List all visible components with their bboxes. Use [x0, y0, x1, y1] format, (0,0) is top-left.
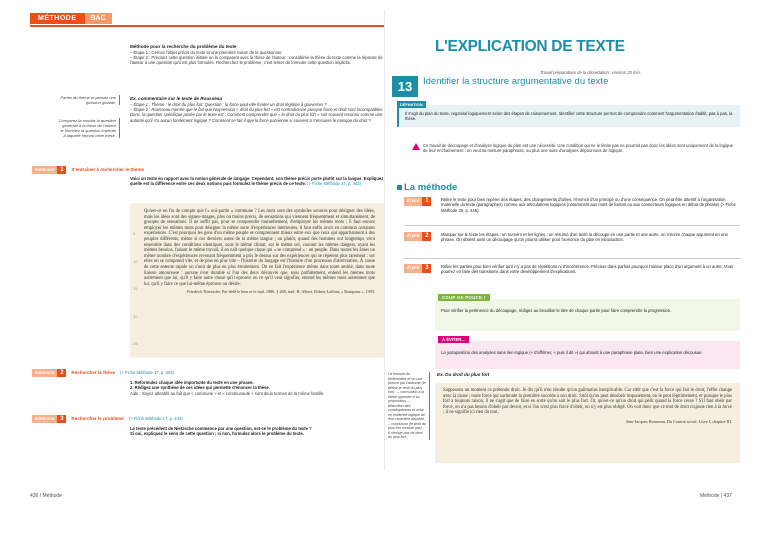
side-note-1: Partez du thème et pensez une question globale.: [58, 95, 120, 105]
example-intro: Ex. commentaire sur le texte de Rousseau: [130, 96, 223, 101]
step-2-tag-num: 2: [422, 232, 431, 241]
method-title: Méthode pour la recherche du problème du texte: [130, 44, 237, 49]
passage-text: Qu'est-ce en fin de compte que l'« ouï-partie » commune ? Les mots sont des symboles sonores pour désigner des idées, mais les idées sont des signes-images, plus ou moins précis, de sensations qui viennent fréquemment et simultanément, de groupes de sensations. Il ne suffit pas, pour se comprendre mutuellement, d'employer les mêmes mots ; il faut encore employer les mêmes mots pour désigner la même sorte d'expériences intérieures, il faut enfin avoir en commun certaines expériences. C'est pourquoi les gens d'un même peuple se comprennent mieux entre eux que ceux qui appartiennent à des peuples différents, même si ces derniers usent de la même langue ; ou plutôt, quand des hommes ont longtemps vécu ensemble dans des conditions identiques, sous le même climat, sur le même sol, courant les mêmes dangers, ayant les mêmes besoins, faisant le même travail, il en naît quelque chose qui « se comprend » : un peuple. Dans toutes les âmes un même nombre d'expériences revenant fréquemment a pris le dessus sur des expériences qui se répètent plus rarement : sur elles on se comprend vite, et de plus en plus vite – l'histoire du langage est l'histoire d'un processus d'abréviation. À cause de cette entente rapide on s'unit de plus en plus étroitement. On en fait l'expérience même dans toute amitié, dans toute liaison amoureuse : aucune n'est durable si l'un des deux découvre que, sous parfaitement, entend les mêmes mots autrement que lui, qu'il y faire autre chose qu'il éprouve ou ce qu'il veut signifier, entend les mêmes mots autrement que lui, qu'il y faire ce que lui-même éprouve ou désire.: [144, 209, 375, 287]
section-header: [30, 12, 112, 25]
exercise-3-title: Rechercher le problème: [71, 416, 124, 422]
step-3-text: Relier les parties pour bien vérifier qu'il n'y a pas de répétitions ni d'incohérence. Préciser dans parfois pourquoi l'auteur place d'un argument à un autre. Vous pourrez en faire des transitions dans votre développement d'explications.: [441, 264, 734, 275]
line-number: 15: [133, 286, 138, 292]
exercise-1-ref-link[interactable]: (> Fiche Méthode 17, p. 443): [307, 181, 361, 187]
exercise-3-tag: [32, 415, 66, 423]
methode-bullet-icon: [397, 185, 402, 190]
step-3-tag: [404, 264, 431, 273]
exercise-2-ref-link[interactable]: (> Fiche Méthode 17, p. 443): [120, 370, 174, 376]
exercise-1-instructions-text: Voici un texte en rapport avec la notion générale de langage. Cependant, son thème précis porte plutôt sur la langue. Expliquez quelle est la différence entre ces deux notions puis formulez le thème précis de ce texte.: [130, 176, 384, 187]
method-step-1: – Étape 1 : Cernez l'objet précis du texte et une première raison de le questionner.: [130, 49, 283, 55]
exercise-1-tag: [32, 166, 66, 174]
exercise-1-instructions: [130, 176, 385, 187]
page-number-left: 436 / Méthode: [30, 493, 62, 499]
example-line-1: – Étape 1 : Thème : le droit du plus fort. Question : la force peut-elle fonder un droit légitime à gouverner ?: [130, 101, 327, 107]
step-1-tag: [404, 197, 431, 206]
step-divider: [404, 258, 740, 259]
exercise-1-tag-label: EXERCICE: [32, 166, 57, 174]
coup-de-pouce-text: Pour vérifier la pertinence du découpage, rédigez au brouillon le titre de chaque partie pour faire comprendre la progression.: [441, 308, 672, 313]
nietzsche-passage: [130, 203, 385, 358]
exercise-3-ref-link[interactable]: (> Fiche Méthode 17, p. 443): [128, 416, 183, 422]
page-gutter: [384, 10, 385, 470]
line-number: 5: [133, 231, 136, 236]
a-eviter-box: [435, 341, 740, 369]
a-eviter-tag: À ÉVITER...: [438, 336, 469, 343]
step-1-tag-num: 1: [422, 197, 431, 206]
definition-box: [397, 105, 740, 127]
fiche-title: Identifier la structure argumentative du texte: [423, 76, 609, 87]
line-number: 25: [133, 341, 138, 347]
exercise-2-tag: [32, 369, 66, 377]
step-2-tag-label: ÉTAPE: [404, 232, 422, 241]
warning-text: Ce travail de découpage et d'analyse logique du plan est une nécessité. Une condition qui ne le limite pas ne pourrait pas donc les idées sont uniquement de la logique de leur enchaînement : on veut sa mesure paraphrase, au plus une suite d'analyses dépourvues de logique.: [423, 143, 733, 154]
exercise-3-tag-num: 3: [57, 415, 66, 423]
exercise-3-line-1: Le texte précédent de Nietzsche commence par une question, est-ce le problème du texte ?: [130, 426, 312, 431]
exercise-1: [32, 166, 385, 187]
a-eviter-text: La juxtaposition des analyses sans lien logique (« d'affirmer, « puis il dit ») qui aboutit à une paraphrase plate, bien une explication décousue.: [441, 350, 703, 355]
method-section: [130, 44, 385, 66]
time-note: Travail préparatoire de la dissertation : environ 20 min.: [540, 70, 641, 75]
fiche-number-badge: 13: [392, 76, 418, 97]
header-methode-label: MÉTHODE: [30, 13, 85, 24]
exercise-2-tag-label: EXERCICE: [32, 369, 57, 377]
page-number-right: Méthode / 437: [700, 493, 732, 499]
definition-text: Il s'agit du plan du texte, organisé logiquement selon des étapes de raisonnement. Identifier cette structure permet de comprendre comment l'argumentation établit, pas à pas, la thèse.: [405, 111, 733, 122]
rousseau-text: Supposons un moment ce prétendu droit. Je dis qu'il n'en résulte qu'un galimatias inexplicable. Car sitôt que c'est la force qui fait le droit, l'effet change avec la cause ; toute force qui surmonte la première succède à son droit. Sitôt qu'on peut désobéir impunément, on le peut légitimement, et puisque le plus fort a toujours raison, il ne s'agit que de faire en sorte qu'on soit le plus fort. Or, qu'est-ce qu'un droit qui périt quand la force cesse ? S'il faut obéir par force, on n'a pas besoin d'obéir par devoir, et si l'on n'est plus forcé d'obéir, on n'y est plus obligé. On voit donc que ce mot de droit n'ajoute rien à la force ; il ne signifie ici rien du tout.: [443, 388, 732, 416]
exercise-2-line-2: 2. Rédigez une synthèse de ces idées qui permette d'énoncer la thèse.: [130, 385, 270, 391]
warning-box: [412, 143, 734, 167]
definition-tag: DÉFINITION: [397, 101, 426, 108]
example-section: [130, 96, 385, 123]
method-step-2: – Étape 2 : Précisez cette question initiale en la comparant avec la thèse de l'auteur : considérée la thèse du texte comme la réponse de l'auteur à une question qu'il est plus formulée. Recherchez le problème, c'est tenter de formuler cette question implicite.: [130, 55, 383, 66]
example-line-2: – Étape 2 : Rousseau montre que le fait que l'expression « droit du plus fort » est contradictoire puisque force et droit sont incompatibles. Donc, la question spécifique posée par le texte est : Comment comprendre que « le droit du plus fort » soit souvent reconnu comme une autorité qu'il n'a aucun fondement logique ? Comment se fait-il que la force parvienne si souvent à s'ensuivre le masque du droit ?: [130, 107, 384, 123]
exercise-3-line-2: Si oui, expliquez le sens de cette question ; si non, formulez alors le problème du texte.: [130, 431, 304, 437]
exercise-3-tag-label: EXERCICE: [32, 415, 57, 423]
line-number: 20: [133, 313, 138, 319]
exercise-2-help: Aide : Soyez attentifs au fait que « commune » et « communauté » sont deux termes de la même famille.: [130, 390, 325, 396]
step-1-tag-label: ÉTAPE: [404, 197, 422, 206]
header-rule: [30, 25, 385, 27]
exercise-3: [32, 415, 385, 437]
line-number: 10: [133, 258, 138, 264]
methode-heading: La méthode: [404, 182, 458, 193]
exercise-1-title: S'entraîner à rechercher le thème: [71, 167, 145, 173]
rousseau-source: Jean-Jacques Rousseau, Du Contrat social, Livre I, chapitre III.: [625, 418, 732, 424]
step-2-tag: [404, 232, 431, 241]
side-note-2: Comparez-la ensuite la question générale à la thèse de l'auteur et formulez la question implicite à laquelle répond cette thèse.: [58, 118, 120, 138]
exercise-2-tag-num: 2: [57, 369, 66, 377]
header-bac-label: BAC: [85, 13, 112, 24]
exercise-2-line-1: 1. Reformulez chaque idée importante du texte en une phrase.: [130, 380, 254, 385]
step-3-tag-num: 3: [422, 264, 431, 273]
line-numbers: [133, 209, 137, 347]
rousseau-passage: [435, 383, 740, 463]
step-1-text: Relire le texte pour bien repérer des étapes, des changements d'idées, l'énoncé d'un principe ou d'une conséquence. On peut être attentif à l'organisation matérielle du texte (paragraphes) comme aux articulations logiques (notamment aux mots de liaison ou aux connecteurs logiques en début de phrase) (> Fiche Méthode 20, p. 445).: [441, 197, 736, 213]
step-divider: [404, 225, 740, 226]
passage-source: Friedrich Nietzsche, Par-delà le bien et le mal, 1886, § 268, trad. H. Albert, Robert Laffont, « Bouquins », 1993.: [187, 289, 375, 295]
step-3-tag-label: ÉTAPE: [404, 264, 422, 273]
exercise-2: [32, 369, 385, 396]
right-side-note: La formule du dictionnaire et on une preuve par l'absurde (le définir le droit du plus fort) : – conclusion à la thèse opposée à sa proposition, – déduction des conséquences et mise en évidence logique de leur caractère absurde, – conclusion (le droit du plus fort n'existe pas) : il n'existe pas de droit du plus fort.: [388, 372, 430, 440]
exercise-1-tag-num: 1: [57, 166, 66, 174]
coup-de-pouce-box: [435, 299, 740, 331]
chapter-title: L'EXPLICATION DE TEXTE: [435, 38, 625, 55]
example-title: Ex. Du droit du plus fort: [437, 372, 490, 377]
coup-de-pouce-tag: COUP DE POUCE !: [438, 294, 490, 301]
exercise-2-title: Rechercher la thèse: [71, 370, 116, 376]
step-2-text: Marquer sur le texte les étapes : un numéro et les lignes ; un résumé d'un texte la découpe en une partie et une autre, on n'écrire chaque argument en une phrase. On obtient ainsi un découpage qu'on pourra utiliser pour l'annonce du plan en introduction.: [441, 232, 728, 243]
